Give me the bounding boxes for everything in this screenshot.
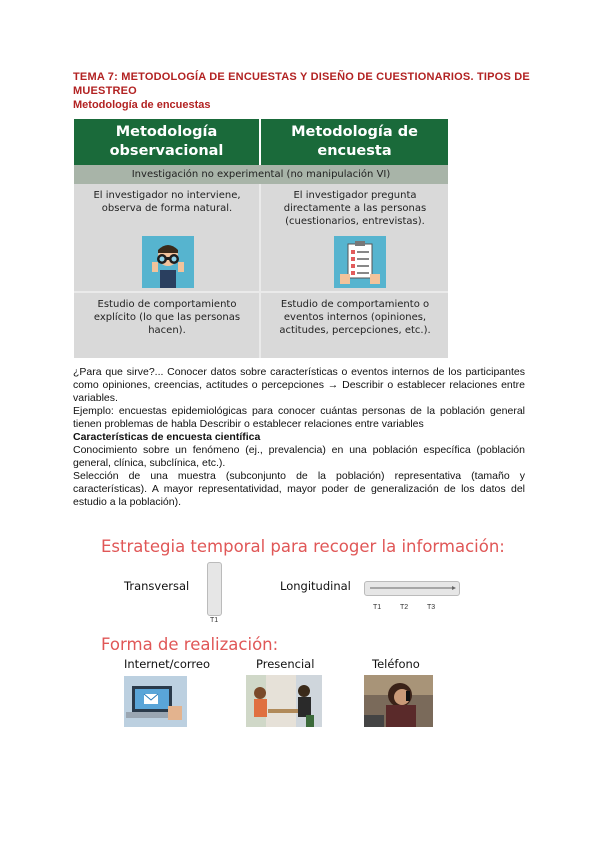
internet-label: Internet/correo bbox=[124, 657, 211, 671]
face-to-face-interview-photo bbox=[246, 675, 322, 727]
observational-behaviour: Estudio de comportamiento explícito (lo que las personas hacen). bbox=[93, 299, 241, 336]
survey-description: El investigador pregunta directamente a las personas (cuestionarios, entrevistas). bbox=[283, 190, 427, 227]
document-title: TEMA 7: METODOLOGÍA DE ENCUESTAS Y DISEÑO DE CUESTIONARIOS. TIPOS DE MUESTREO bbox=[73, 71, 530, 97]
paragraph-example: Ejemplo: encuestas epidemiológicas para conocer cuántas personas de la población general tienen problemas de habla Describir o establecer relaciones entre variables bbox=[73, 405, 525, 430]
survey-behaviour: Estudio de comportamiento o eventos internos (opiniones, actitudes, percepciones, etc.). bbox=[279, 299, 431, 336]
woman-on-phone-photo bbox=[364, 675, 433, 727]
presencial-label: Presencial bbox=[256, 657, 315, 671]
section-subtitle: Metodología de encuestas bbox=[73, 99, 211, 111]
paragraph-knowledge: Conocimiento sobre un fenómeno (ej., prevalencia) en una población específica (población general, clínica, subclínica, etc.). bbox=[73, 444, 525, 469]
heading-scientific-survey: Características de encuesta científica bbox=[73, 431, 261, 443]
header-observational: Metodología observacional bbox=[74, 119, 259, 165]
binoculars-person-icon bbox=[142, 236, 194, 288]
telefono-label: Teléfono bbox=[372, 657, 420, 671]
longitudinal-t1: T1 bbox=[373, 604, 382, 611]
strategy-heading: Estrategia temporal para recoger la información: bbox=[101, 537, 505, 556]
forma-heading: Forma de realización: bbox=[101, 635, 279, 654]
methodology-comparison-figure bbox=[74, 119, 448, 358]
transversal-t1: T1 bbox=[210, 617, 219, 624]
transversal-label: Transversal bbox=[124, 579, 190, 593]
laptop-email-photo bbox=[124, 676, 187, 727]
longitudinal-t2: T2 bbox=[400, 604, 409, 611]
column-divider bbox=[259, 184, 261, 358]
paragraph-sample: Selección de una muestra (subconjunto de la población) representativa (tamaño y características). A mayor representatividad, mayor poder de generalización de los datos del estudio a la población). bbox=[73, 470, 525, 508]
longitudinal-t3: T3 bbox=[427, 604, 436, 611]
observational-description: El investigador no interviene, observa de forma natural. bbox=[93, 190, 241, 214]
row-divider bbox=[74, 291, 448, 293]
timeline-arrow-icon bbox=[370, 586, 456, 590]
clipboard-checklist-icon bbox=[334, 236, 386, 288]
longitudinal-label: Longitudinal bbox=[280, 579, 351, 593]
paragraph-purpose: ¿Para que sirve?... Conocer datos sobre características o eventos internos de los participantes como opiniones, creencias, actitudes o percepciones → Describir o establecer relaciones entre variables. bbox=[73, 366, 525, 404]
non-experimental-band: Investigación no experimental (no manipulación VI) bbox=[74, 165, 448, 184]
transversal-bar bbox=[207, 562, 222, 616]
header-survey: Metodología de encuesta bbox=[261, 119, 448, 165]
